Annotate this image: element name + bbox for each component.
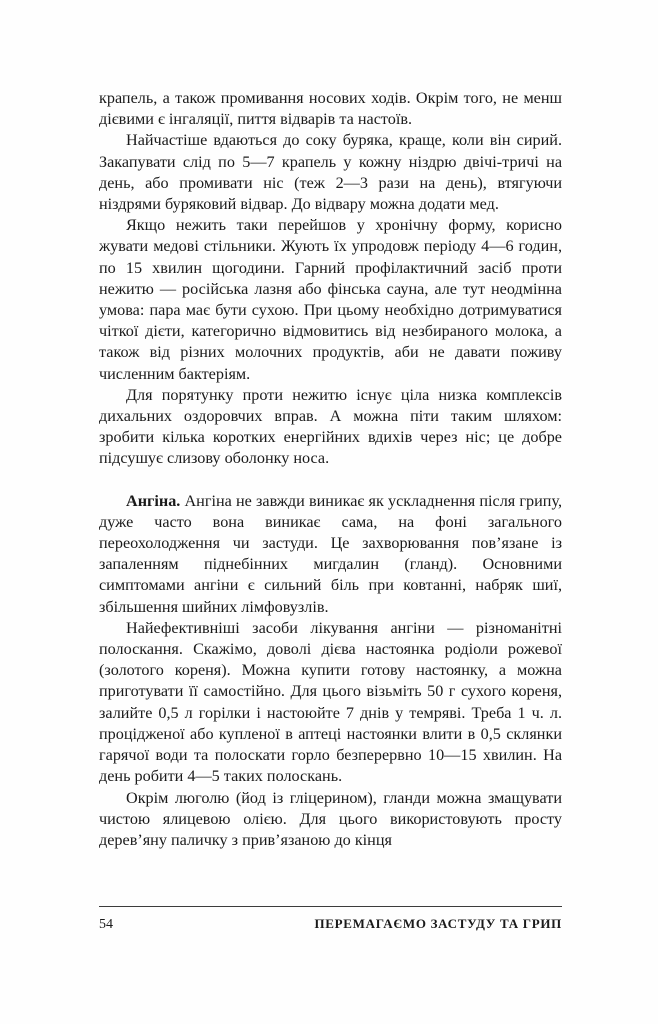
footer-row — [99, 907, 562, 933]
page-footer — [99, 906, 562, 933]
paragraph-continuation: крапель, а також промивання носових ходів. Окрім того, не менш дієвими є інгаляції, пиття відварів та настоїв. — [99, 89, 562, 129]
paragraph-breathing-exercises: Для порятунку проти нежитю існує ціла низка комплексів дихальних оздоровчих вправ. А можна піти таким шляхом: зробити кілька коротких енергійних вдихів через ніс; це добре підсушує слизову оболонку носа. — [99, 385, 562, 468]
paragraph-chronic-rhinitis: Якщо нежить таки перейшов у хронічну форму, корисно жувати медові стільники. Жують їх упродовж періоду 4—6 годин, по 15 хвилин щогодини. Гарний профілактичний засіб проти нежитю — російська лазня або фінська сауна, але тут неодмінна умова: пара має бути сухою. При цьому необхідно дотримуватися чіткої дієти, категорично відмовитись від незбираного молока, а також від різних молочних продуктів, аби не давати поживу численним бактеріям. — [99, 216, 562, 383]
paragraph-text: Ангіна не завжди виникає як ускладнення після грипу, дуже часто вона виникає сама, на фоні загального переохолодження чи застуди. Це захворювання пов’язане із запаленням піднебінних мигдалин (гланд). Основними симптомами ангіни є сильний біль при ковтанні, набряк шиї, збільшення шийних лімфовузлів. — [99, 491, 562, 616]
section-lead-angina: Ангіна. — [126, 491, 181, 510]
paragraph-angina-treatment: Найефективніші засоби лікування ангіни — різноманітні полоскання. Скажімо, доволі дієва настоянка родіоли рожевої (золотого кореня). Можна купити готову настоянку, а можна приготувати її самостійно. Для цього візьміть 50 г сухого кореня, залийте 0,5 л горілки і настоюйте 7 днів у темряві. Треба 1 ч. л. процідженої або купленої в аптеці настоянки влити в 0,5 склянки гарячої води та полоскати горло безперервно 10—15 хвилин. На день робити 4—5 таких полоскань. — [99, 618, 562, 786]
page-number: 54 — [99, 917, 113, 932]
text-block — [99, 88, 562, 900]
running-title: ПЕРЕМАГАЄМО ЗАСТУДУ ТА ГРИП — [314, 916, 562, 931]
paragraph-lugol: Окрім люголю (йод із гліцерином), гланди можна змащувати чистою ялицевою олією. Для цього використовують просту дерев’яну паличку з прив’язаною до кінця — [99, 788, 562, 849]
paragraph-beet-juice: Найчастіше вдаються до соку буряка, краще, коли він сирий. Закапувати слід по 5—7 крапель у кожну ніздрю двічі-тричі на день, або промивати ніс (теж 2—3 рази на день), втягуючи ніздрями буряковий відвар. До відвару можна додати мед. — [99, 131, 562, 214]
paragraph-angina-intro — [99, 491, 562, 618]
